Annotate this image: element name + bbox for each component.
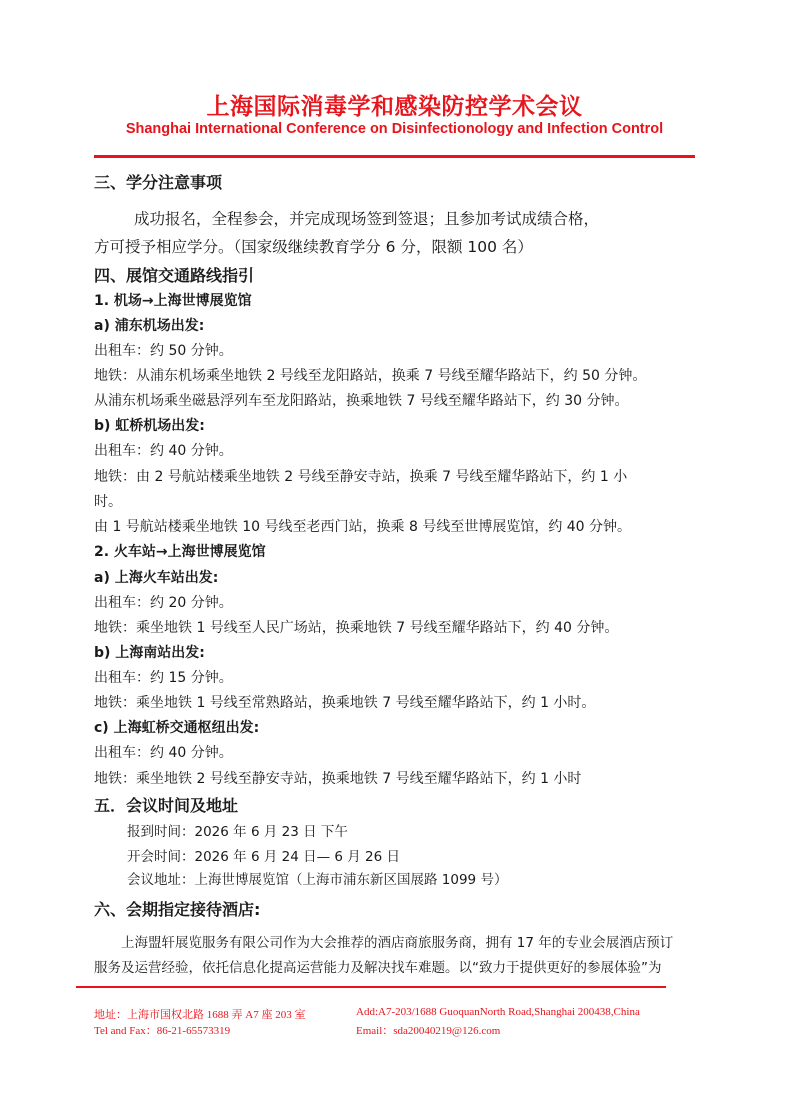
conference-title-zh: 上海国际消毒学和感染防控学术会议: [206, 94, 583, 120]
hongqiao-airport-label: b) 虹桥机场出发:: [94, 418, 205, 434]
station-route-heading: 2. 火车站→上海世博展览馆: [94, 544, 266, 560]
south-station-metro: 地铁：乘坐地铁 1 号线至常熟路站，换乘地铁 7 号线至耀华路站下，约 1 小时。: [94, 695, 596, 711]
hongqiao-metro-line2: 时。: [94, 494, 122, 510]
footer-tel-fax: Tel and Fax：86-21-65573319: [94, 1025, 231, 1037]
conference-dates: 开会时间：2026 年 6 月 24 日— 6 月 26 日: [127, 849, 401, 865]
credits-paragraph-line2: 方可授予相应学分。（国家级继续教育学分 6 分，限额 100 名）: [94, 238, 533, 256]
hongqiao-t1-metro-text: 由 1 号航站楼乘坐地铁 10 号线至老西门站，换乘 8 号线至世博展览馆，约 40 分钟。: [94, 519, 632, 535]
conference-venue: 会议地址：上海世博展览馆（上海市浦东新区国展路 1099 号）: [127, 872, 508, 888]
hongqiao-hub-taxi: 出租车：约 40 分钟。: [94, 745, 233, 761]
hongqiao-taxi-text: 出租车：约 40 分钟。: [94, 443, 233, 459]
hotel-paragraph-line1: 上海盟轩展览服务有限公司作为大会推荐的酒店商旅服务商，拥有 17 年的专业会展酒店预订: [121, 935, 674, 951]
hotel-paragraph-line2: 服务及运营经验，依托信息化提高运营能力及解决找车难题。以“致力于提供更好的参展体验”为: [94, 960, 662, 976]
footer-address-zh: 地址：上海市国权北路 1688 弄 A7 座 203 室: [94, 1009, 306, 1021]
hongqiao-hub-metro: 地铁：乘坐地铁 2 号线至静安寺站，换乘地铁 7 号线至耀华路站下，约 1 小时: [94, 771, 582, 787]
pudong-metro-text: 地铁：从浦东机场乘坐地铁 2 号线至龙阳路站，换乘 7 号线至耀华路站下，约 50 分钟。: [94, 368, 647, 384]
header-divider: [94, 155, 695, 158]
south-station-label: b) 上海南站出发:: [94, 645, 205, 661]
pudong-taxi-text: 出租车：约 50 分钟。: [94, 343, 233, 359]
footer-address-en: Add:A7-203/1688 GuoquanNorth Road,Shanghai 200438,China: [356, 1006, 640, 1018]
pudong-maglev-text: 从浦东机场乘坐磁悬浮列车至龙阳路站，换乘地铁 7 号线至耀华路站下，约 30 分钟。: [94, 393, 629, 409]
south-station-taxi: 出租车：约 15 分钟。: [94, 670, 233, 686]
airport-route-heading: 1. 机场→上海世博展览馆: [94, 293, 252, 309]
credits-paragraph-line1: 成功报名，全程参会，并完成现场签到签退；且参加考试成绩合格，: [134, 210, 600, 228]
pudong-airport-label: a) 浦东机场出发:: [94, 318, 205, 334]
hongqiao-metro-line1: 地铁：由 2 号航站楼乘坐地铁 2 号线至静安寺站，换乘 7 号线至耀华路站下，约 1 小: [94, 469, 628, 485]
section-transport-heading: 四、展馆交通路线指引: [94, 266, 255, 285]
shanghai-station-metro: 地铁：乘坐地铁 1 号线至人民广场站，换乘地铁 7 号线至耀华路站下，约 40 分钟。: [94, 620, 619, 636]
shanghai-station-label: a) 上海火车站出发:: [94, 570, 219, 586]
footer-email: Email：sda20040219@126.com: [356, 1025, 501, 1037]
checkin-time: 报到时间：2026 年 6 月 23 日 下午: [127, 824, 348, 840]
section-hotel-heading: 六、会期指定接待酒店:: [94, 900, 261, 919]
shanghai-station-taxi: 出租车：约 20 分钟。: [94, 595, 233, 611]
section-time-venue-heading: 五．会议时间及地址: [94, 796, 239, 815]
conference-title-en: Shanghai International Conference on Disinfectionology and Infection Control: [125, 121, 664, 137]
footer-divider: [76, 986, 666, 988]
section-credits-heading: 三、学分注意事项: [94, 173, 223, 192]
hongqiao-hub-label: c) 上海虹桥交通枢纽出发:: [94, 720, 260, 736]
